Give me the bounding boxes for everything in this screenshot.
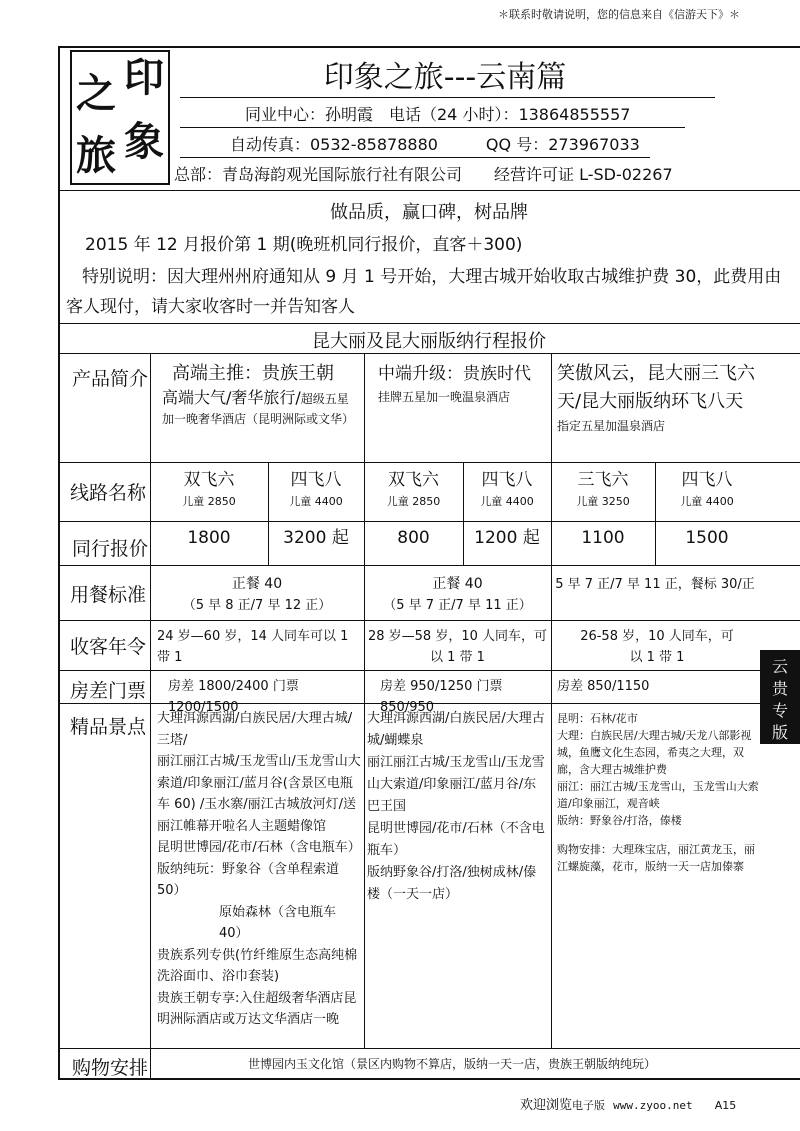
edition-tab-char: 贵 (771, 679, 788, 698)
meal-3 (551, 574, 759, 595)
product-2 (378, 360, 548, 406)
spots-2-item: 大理洱源西湖/白族民居/大理古城/蝴蝶泉 (367, 711, 545, 748)
label-route-name: 线路名称 (70, 482, 147, 504)
product-3-title: 笑傲风云，昆大丽三飞六天/昆大丽版纳环飞八天 (557, 363, 755, 412)
table-title: 昆大丽及昆大丽版纳行程报价 (312, 331, 546, 352)
product-2-title: 中端升级：贵族时代 (378, 364, 531, 384)
meal-1-line2: （5 早 8 正/7 早 12 正） (182, 598, 332, 613)
price-3: 800 (397, 528, 430, 548)
label-attractions: 精品景点 (70, 716, 147, 738)
logo-char-3: 之 (76, 70, 116, 117)
room-1: 房差 1800/2400 门票 1200/1500 (168, 679, 299, 715)
spots-1-item: 大理洱源西湖/白族民居/大理古城/三塔/ (157, 711, 353, 748)
room-2: 房差 950/1250 门票 850/950 (380, 679, 503, 715)
route-2-child: 儿童 4400 (289, 495, 343, 508)
route-6-child: 儿童 4400 (680, 495, 734, 508)
slogan: 做品质，赢口碑，树品牌 (330, 202, 528, 223)
edition-tab-char: 版 (771, 723, 788, 742)
route-2 (268, 470, 364, 512)
footer (520, 1094, 736, 1113)
price-5: 1100 (581, 528, 625, 548)
label-product-intro: 产品简介 (72, 368, 149, 390)
spots-1-item: 贵族系列专供(竹纤维原生态高纯棉洗浴面巾、浴巾套装) (157, 947, 358, 984)
route-4 (463, 470, 551, 512)
edition-tab-char: 云 (771, 657, 788, 676)
product-1-title: 高端主推：贵族王朝 (172, 363, 334, 384)
label-shopping: 购物安排 (72, 1057, 149, 1079)
product-1 (162, 360, 358, 429)
fax-line: 自动传真：0532-85878880 QQ 号：273967033 (230, 135, 640, 154)
top-note: ＊联系时敬请说明，您的信息来自《信游天下》＊ (498, 8, 740, 21)
meal-2-line1: 正餐 40 (432, 576, 483, 592)
product-1-sub-big: 高端大气/奢华旅行/ (162, 388, 301, 407)
route-5-name: 三飞六 (577, 470, 629, 490)
spots-3-item: 昆明：石林/花市 (557, 712, 638, 725)
meal-3-line1: 5 早 7 正/7 早 11 正，餐标 30/正 (555, 577, 755, 592)
spots-3-item: 丽江：丽江古城/玉龙雪山，玉龙雪山大索道/印象丽江，观音峡 (557, 780, 759, 810)
footer-edition: 电子版 (572, 1099, 606, 1112)
spots-1-item: 原始森林（含电瓶车 40） (219, 904, 337, 941)
route-6 (655, 470, 759, 512)
contact-line: 同业中心：孙明霞 电话（24 小时）：13864855557 (245, 105, 631, 124)
route-2-name: 四飞八 (290, 470, 342, 490)
route-1-child: 儿童 2850 (182, 495, 236, 508)
age-3: 26-58 岁，10 人同车，可以 1 带 1 (580, 629, 734, 665)
footer-site-link[interactable]: www.zyoo.net (613, 1099, 693, 1112)
product-1-sub-small: 超级五星加一晚奢华酒店（昆明洲际或文华） (162, 392, 355, 426)
route-6-name: 四飞八 (681, 470, 733, 490)
price-1: 1800 (187, 528, 231, 548)
meal-1 (150, 574, 364, 616)
footer-welcome: 欢迎浏览 (520, 1098, 573, 1113)
price-2: 3200 起 (283, 528, 349, 548)
room-3: 房差 850/1150 (557, 679, 650, 694)
route-1-name: 双飞六 (183, 470, 235, 490)
logo-char-2: 象 (124, 118, 164, 165)
route-4-name: 四飞八 (481, 470, 533, 490)
spots-3-item: 大理：白族民居/大理古城/天龙八部影视城，鱼鹰文化生态园，希夷之大理，双廊，含大理古城维护费 (557, 729, 752, 776)
spots-2 (367, 708, 548, 906)
edition-tab (760, 650, 800, 744)
label-meal-standard: 用餐标准 (70, 584, 147, 606)
spots-2-item: 丽江丽江古城/玉龙雪山/玉龙雪山大索道/印象丽江/蓝月谷/东巴王国 (367, 755, 545, 814)
route-3 (364, 470, 463, 512)
product-3 (557, 360, 757, 436)
price-6: 1500 (685, 528, 729, 548)
spots-3-item: 版纳：野象谷/打洛，傣楼 (557, 814, 682, 827)
route-5-child: 儿童 3250 (576, 495, 630, 508)
period-note: 2015 年 12 月报价第 1 期(晚班机同行报价，直客＋300) (85, 235, 523, 255)
route-1 (150, 470, 268, 512)
route-4-child: 儿童 4400 (480, 495, 534, 508)
spots-3 (557, 710, 759, 875)
label-age-range: 收客年令 (70, 636, 147, 658)
route-5 (551, 470, 655, 512)
hq-line: 总部：青岛海韵观光国际旅行社有限公司 经营许可证 L-SD-02267 (174, 165, 673, 184)
special-notice: 特别说明：因大理州州府通知从 9 月 1 号开始，大理古城开始收取古城维护费 30，此费用由客人现付，请大家收客时一并告知客人 (66, 267, 782, 317)
product-2-sub: 挂牌五星加一晚温泉酒店 (378, 390, 511, 404)
age-2: 28 岁—58 岁，10 人同车，可以 1 带 1 (367, 629, 548, 665)
logo (70, 50, 170, 185)
logo-char-4: 旅 (76, 132, 116, 179)
meal-1-line1: 正餐 40 (231, 576, 283, 592)
spots-1-item: 昆明世博园/花市/石林（含电瓶车） (157, 840, 361, 855)
label-peer-price: 同行报价 (72, 538, 149, 560)
shopping-text: 世博园内玉文化馆（景区内购物不算店，版纳一天一店，贵族王朝版纳纯玩） (247, 1057, 656, 1071)
spots-3-item: 购物安排：大理珠宝店，丽江黄龙玉，丽江螺旋藻，花市，版纳一天一店加傣寨 (557, 843, 755, 873)
edition-tab-char: 专 (771, 701, 788, 720)
route-3-name: 双飞六 (388, 470, 439, 490)
meal-2-line2: （5 早 7 正/7 早 11 正） (383, 598, 532, 613)
page-title: 印象之旅---云南篇 (323, 60, 567, 95)
product-3-sub: 指定五星加温泉酒店 (557, 419, 666, 433)
page-number: A15 (714, 1099, 737, 1112)
label-room-tickets: 房差门票 (70, 680, 147, 702)
spots-2-item: 昆明世博园/花市/石林（不含电瓶车） (367, 821, 545, 858)
age-1: 24 岁—60 岁，14 人同车可以 1 带 1 (157, 629, 349, 665)
spots-1 (157, 708, 361, 1031)
spots-2-item: 版纳野象谷/打洛/独树成林/傣楼（一天一店） (367, 865, 537, 902)
meal-2 (364, 574, 551, 616)
logo-char-1: 印 (124, 54, 164, 101)
spots-1-item: 贵族王朝专享:入住超级奢华酒店昆明洲际酒店或万达文华酒店一晚 (157, 990, 357, 1027)
spots-1-item: 丽江丽江古城/玉龙雪山/玉龙雪山大索道/印象丽江/蓝月谷(含景区电瓶车 60) /玉水寨/丽江古城放河灯/送丽江帷幕开啦名人主题蜡像馆 (157, 754, 361, 834)
route-3-child: 儿童 2850 (386, 495, 441, 508)
price-4: 1200 起 (474, 528, 540, 548)
spots-1-item: 版纳纯玩：野象谷（含单程索道 50） (157, 861, 340, 898)
